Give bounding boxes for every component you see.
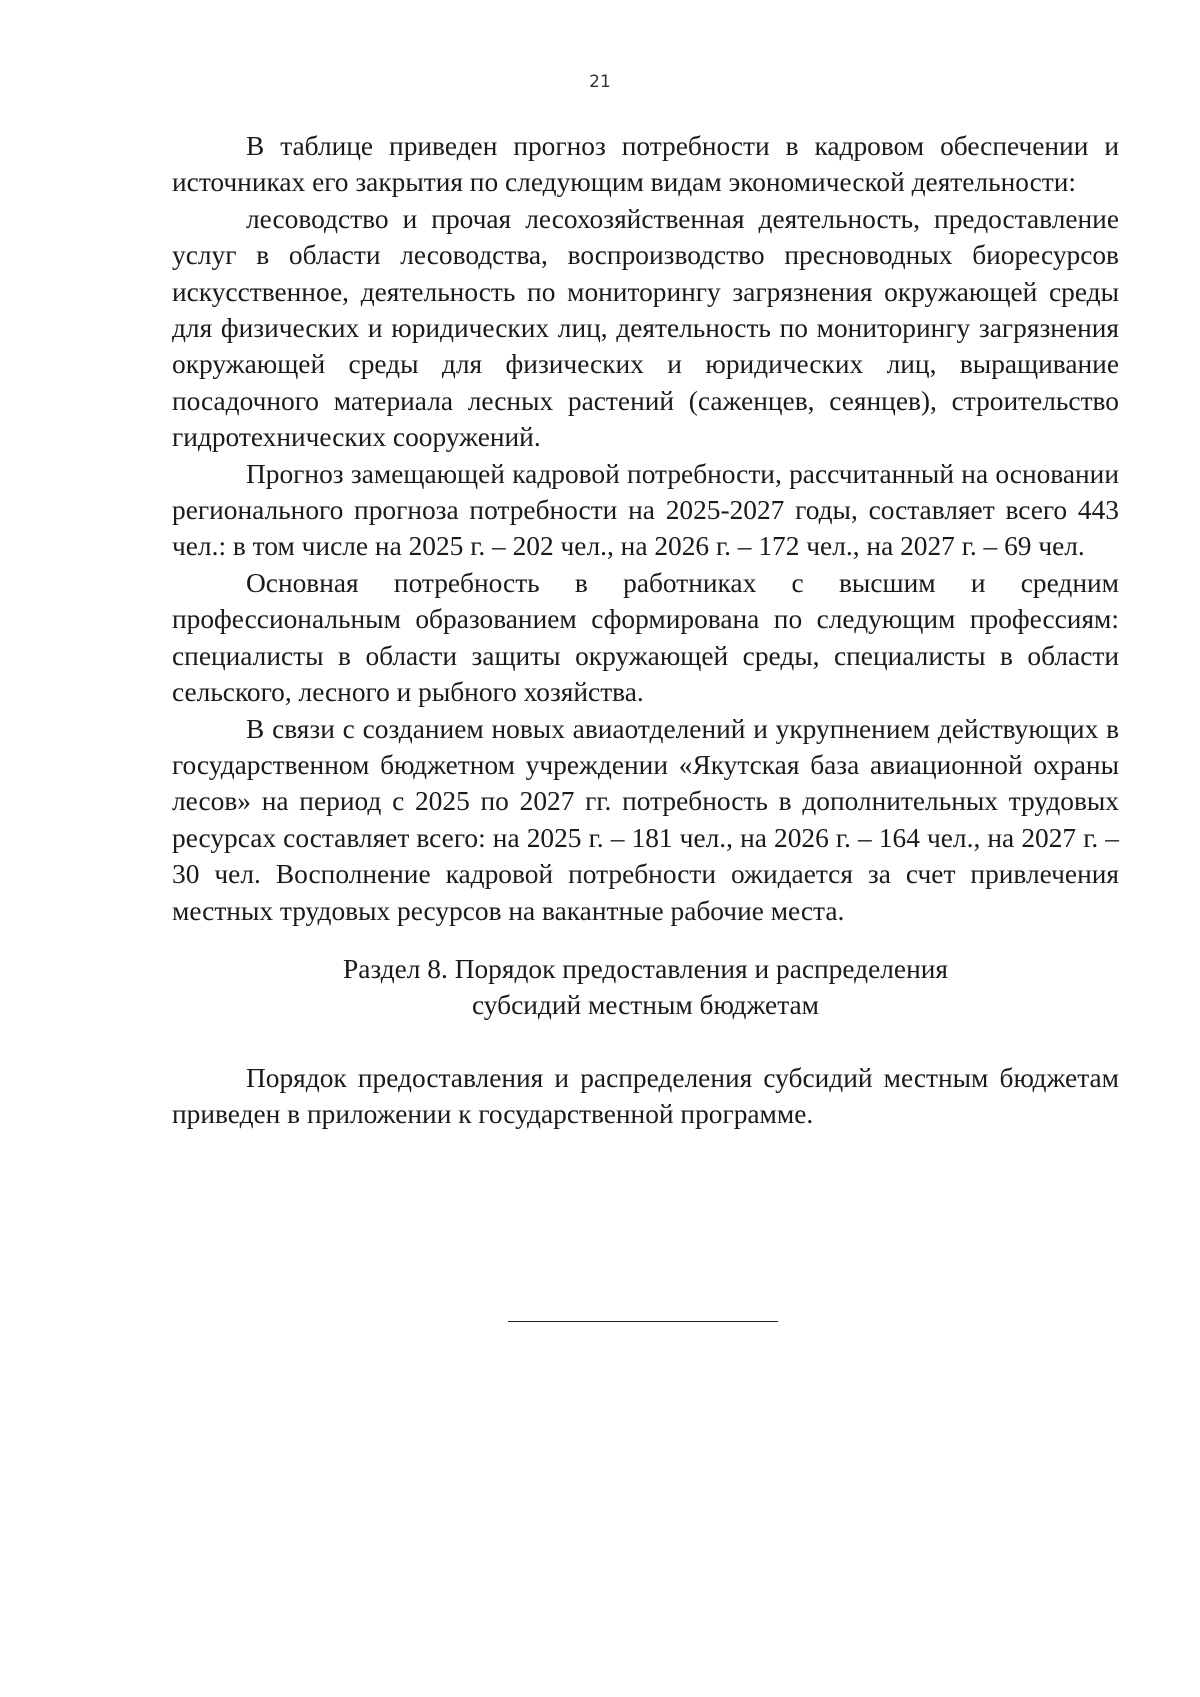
- document-body: [172, 128, 1119, 1133]
- section-title-line-2: субсидий местным бюджетам: [472, 990, 819, 1021]
- paragraph-section-body: Порядок предоставления и распределения субсидий местным бюджетам приведен в приложении к государственной программе.: [172, 1062, 1119, 1130]
- paragraph-main-demand: Основная потребность в работниках с высшим и средним профессиональным образованием сформирована по следующим профессиям: специалисты в области защиты окружающей среды, специалисты в области сельского, лесного и рыбного хозяйства.: [172, 567, 1119, 708]
- closing-rule: [508, 1321, 778, 1322]
- spacer: [172, 929, 1119, 951]
- paragraph-activity-types: лесоводство и прочая лесохозяйственная деятельность, предоставление услуг в области лесоводства, воспроизводство пресноводных биоресурсов искусственное, деятельность по мониторингу загрязнения окружающей среды для физических и юридических лиц, деятельность по мониторингу загрязнения окружающей среды для физических и юридических лиц, выращивание посадочного материала лесных растений (саженцев, сеянцев), строительство гидротехнических сооружений.: [172, 203, 1119, 453]
- spacer: [172, 1024, 1119, 1060]
- paragraph-table-intro: В таблице приведен прогноз потребности в кадровом обеспечении и источниках его закрытия по следующим видам экономической деятельности:: [172, 131, 1119, 198]
- page-number: 21: [589, 72, 611, 92]
- section-title-line-1: Раздел 8. Порядок предоставления и распределения: [342, 953, 948, 984]
- paragraph-forecast: Прогноз замещающей кадровой потребности, рассчитанный на основании регионального прогноза потребности на 2025-2027 годы, составляет всего 443 чел.: в том числе на 2025 г. – 202 чел., на 2026 г. – 172 чел., на 2027 г. – 69 чел.: [172, 458, 1119, 562]
- paragraph-aviation-base: В связи с созданием новых авиаотделений и укрупнением действующих в государственном бюджетном учреждении «Якутская база авиационной охраны лесов» на период с 2025 по 2027 гг. потребность в дополнительных трудовых ресурсах составляет всего: на 2025 г. – 181 чел., на 2026 г. – 164 чел., на 2027 г. – 30 чел. Восполнение кадровой потребности ожидается за счет привлечения местных трудовых ресурсов на вакантные рабочие места.: [172, 713, 1119, 926]
